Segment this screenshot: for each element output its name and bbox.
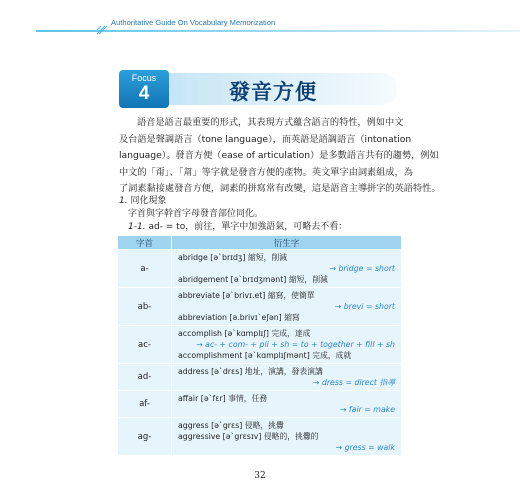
book-title: Authoritative Guide On Vocabulary Memorization xyxy=(111,18,276,27)
paragraph-line: 語音是語言最重要的形式，其表現方式蘊含語言的特性，例如中文 xyxy=(137,117,404,128)
running-header xyxy=(0,0,520,42)
word-entry: abridge [əˋbrɪdʒ] 縮短，削減 xyxy=(178,253,288,262)
prefix-cell: a- xyxy=(118,250,172,288)
subheading-number: 1-1. xyxy=(128,222,146,232)
word-entry: accomplishment [əˋkɑmplɪʃmənt] 完成，成就 xyxy=(178,351,352,360)
etymology-note: → brevi = short xyxy=(334,302,395,311)
column-header-prefix: 字首 xyxy=(118,236,172,250)
derivatives-cell xyxy=(172,364,402,391)
derivatives-cell xyxy=(172,391,402,418)
table-row xyxy=(118,326,402,364)
etymology-note: → ac- + com- + pli + sh = to + together + fill + sh xyxy=(196,340,395,349)
subheading-ad xyxy=(128,221,347,233)
table-row xyxy=(118,418,402,456)
heading-assimilation xyxy=(119,195,166,207)
derivatives-cell xyxy=(172,326,402,364)
etymology-note: → gress = walk xyxy=(335,443,395,452)
heading-text: 同化現象 xyxy=(130,196,167,206)
word-entry: accomplish [əˋkɑmplɪʃ] 完成，達成 xyxy=(178,329,311,338)
column-header-derivatives: 衍生字 xyxy=(172,236,402,250)
derivatives-cell xyxy=(172,418,402,456)
etymology-note: → dress = direct 指導 xyxy=(312,378,395,387)
header-rule xyxy=(36,30,520,32)
etymology-note: → fair = make xyxy=(339,405,395,414)
paragraph-line: 了詞素黏接處發音方便，詞素的拼寫常有改變，這是語音主導拼字的英語特性。 xyxy=(119,183,441,195)
heading-number: 1. xyxy=(119,196,128,206)
focus-label: Focus xyxy=(131,73,157,83)
table-row xyxy=(118,391,402,418)
prefix-cell: ad- xyxy=(118,364,172,391)
table-body xyxy=(118,250,402,456)
paragraph-line: 及台語是聲調語言（tone language），而英語是語調語言（intonation xyxy=(119,133,412,145)
word-entry: aggressive [əˋgrɛsɪv] 侵略的，挑釁的 xyxy=(178,432,319,441)
word-entry: abbreviation [ə.brivɪˋeʃən] 縮寫 xyxy=(178,313,300,322)
derivatives-cell xyxy=(172,250,402,288)
prefix-cell: af- xyxy=(118,391,172,418)
table-header-row xyxy=(118,236,402,250)
focus-number: 4 xyxy=(138,83,150,104)
table-row xyxy=(118,250,402,288)
heading-intro: 字首與字幹首字母發音部位同化。 xyxy=(128,209,264,219)
paragraph-line: 中文的「甭」、「甮」等字就是發音方便的產物。英文單字由詞素組成，為 xyxy=(119,166,413,178)
paragraph-line: language）。發音方便（ease of articulation）是多數語言共有的趨勢，例如 xyxy=(119,150,439,162)
section-title: 發音方便 xyxy=(229,80,317,104)
focus-badge xyxy=(119,70,169,108)
word-entry: aggress [əˋgrɛs] 侵略，挑釁 xyxy=(178,421,284,430)
word-entry: address [əˋdrɛs] 地址，演講，發表演講 xyxy=(178,367,323,376)
intro-paragraph xyxy=(119,115,441,198)
etymology-note: → bridge = short xyxy=(329,264,395,273)
word-entry: abbreviate [əˋbrivɪ.et] 縮寫，使簡單 xyxy=(178,291,315,300)
prefix-table xyxy=(117,235,402,456)
prefix-cell: ab- xyxy=(118,288,172,326)
table-row xyxy=(118,288,402,326)
word-entry: abridgement [əˋbrɪdʒmənt] 縮短，削減 xyxy=(178,275,328,284)
grid-stack-icon xyxy=(96,20,108,39)
derivatives-cell xyxy=(172,288,402,326)
focus-banner xyxy=(119,70,397,110)
subheading-text: ad- = to，前往，單字中加強語氣，可略去不看： xyxy=(148,222,348,232)
table-row xyxy=(118,364,402,391)
prefix-cell: ag- xyxy=(118,418,172,456)
prefix-cell: ac- xyxy=(118,326,172,364)
word-entry: affair [əˋfɛr] 事情，任務 xyxy=(178,394,268,403)
page-number: 32 xyxy=(254,471,266,481)
